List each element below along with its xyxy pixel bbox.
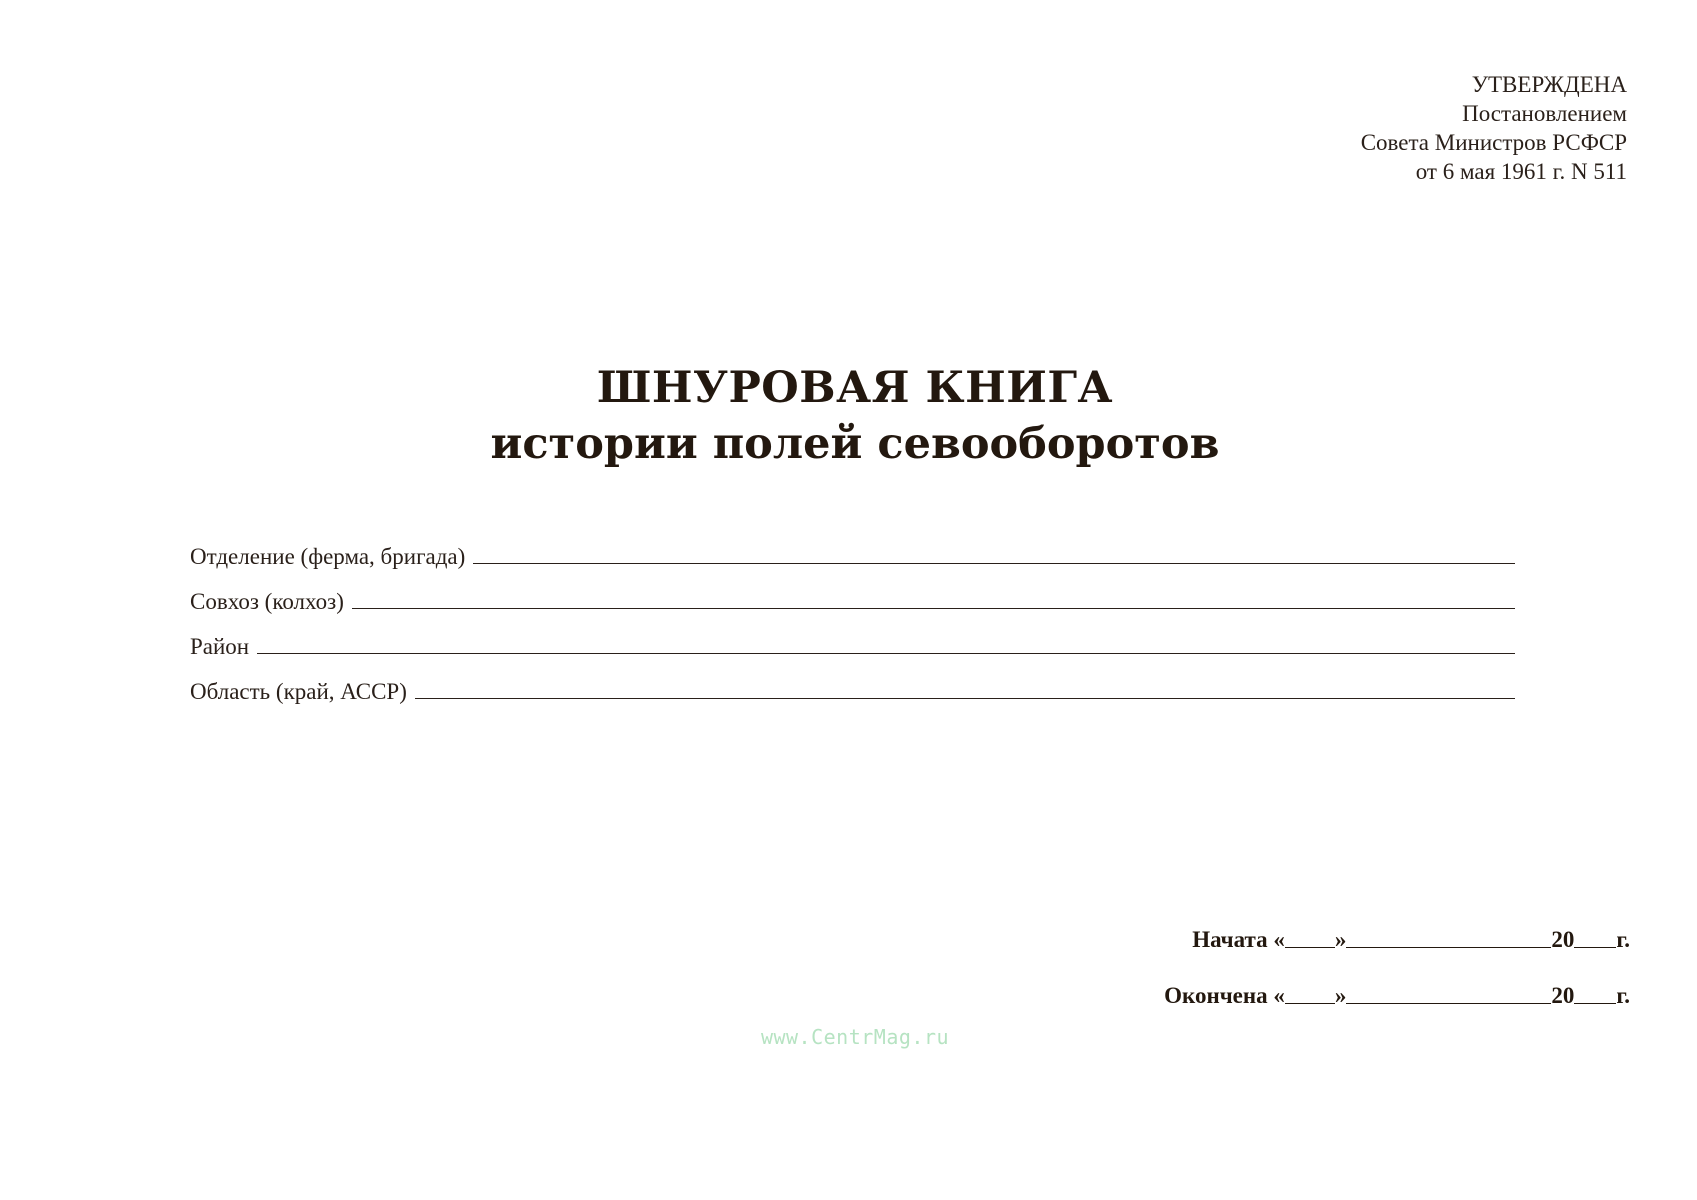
date-started-open-quote: «	[1273, 927, 1285, 952]
field-farm	[190, 570, 1515, 615]
date-finished-month-blank	[1346, 1002, 1551, 1004]
field-department	[190, 525, 1515, 570]
date-finished-year-suffix: г.	[1616, 983, 1630, 1008]
date-started-month-blank	[1346, 946, 1551, 948]
date-finished-label: Окончена	[1164, 983, 1268, 1008]
field-region	[190, 660, 1515, 705]
date-finished-open-quote: «	[1273, 983, 1285, 1008]
date-started-century: 20	[1551, 927, 1575, 952]
approval-line-approved: УТВЕРЖДЕНА	[1471, 72, 1627, 97]
field-district-line	[257, 652, 1515, 654]
approval-line-council: Совета Министров РСФСР	[1360, 130, 1627, 155]
field-department-line	[473, 562, 1515, 564]
field-farm-label: Совхоз (колхоз)	[190, 589, 344, 614]
date-started	[1164, 925, 1630, 953]
date-finished	[1164, 981, 1630, 1009]
field-region-line	[415, 697, 1515, 699]
field-district-label: Район	[190, 634, 250, 659]
date-started-close-quote: »	[1334, 927, 1347, 952]
date-started-year-suffix: г.	[1616, 927, 1630, 952]
title-main: ШНУРОВАЯ КНИГА	[596, 363, 1114, 413]
date-finished-century: 20	[1551, 983, 1575, 1008]
field-farm-line	[352, 607, 1515, 609]
date-started-day-blank	[1285, 946, 1335, 948]
title-subtitle: истории полей севооборотов	[490, 419, 1220, 469]
document-title	[0, 360, 1697, 472]
field-district	[190, 615, 1515, 660]
field-department-label: Отделение (ферма, бригада)	[190, 544, 466, 569]
date-started-label: Начата	[1192, 927, 1268, 952]
date-finished-year-blank	[1574, 1002, 1616, 1004]
watermark: www.CentrMag.ru	[760, 1025, 950, 1049]
date-finished-close-quote: »	[1334, 983, 1347, 1008]
approval-line-resolution: Постановлением	[1462, 101, 1627, 126]
date-finished-day-blank	[1285, 1002, 1335, 1004]
field-region-label: Область (край, АССР)	[190, 679, 407, 704]
organization-fields	[190, 525, 1515, 705]
date-block	[1164, 925, 1630, 1009]
date-started-year-blank	[1574, 946, 1616, 948]
approval-stamp	[1361, 70, 1627, 186]
approval-line-date: от 6 мая 1961 г. N 511	[1415, 159, 1627, 184]
